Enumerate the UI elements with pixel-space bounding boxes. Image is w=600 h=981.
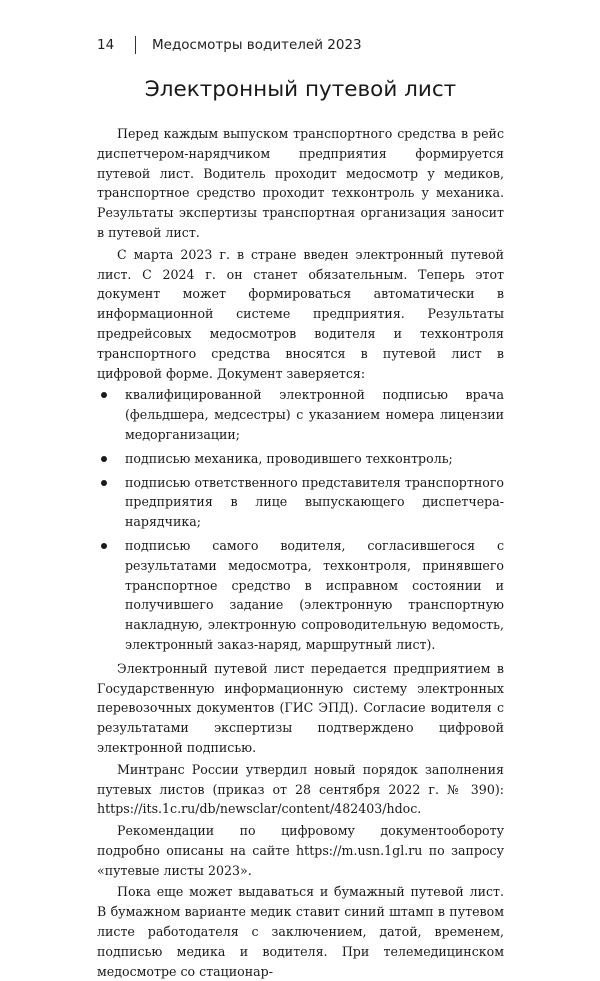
paragraph: Перед каждым выпуском транспортного средства в рейс диспетчером-нарядчиком предприятия формируется путевой лист. Водитель проходит медосмотр у медиков, транспортное средство проходит техконтроль у механика. Результаты экспертизы транспортная организация заносит в путевой лист. (97, 126, 504, 240)
running-head (97, 34, 504, 56)
list-item-text: подписью ответственного представителя транспортного предприятия в лице выпускающего диспетчера-нарядчика; (125, 474, 504, 530)
list-item (97, 473, 504, 532)
certification-list (97, 385, 504, 654)
list-item-text: подписью механика, проводившего техконтроль; (125, 450, 453, 466)
bullet-icon (101, 480, 107, 486)
bullet-icon (101, 543, 107, 549)
list-item (97, 385, 504, 444)
header-divider (135, 36, 136, 54)
body-text (97, 124, 504, 981)
paragraph: Пока еще может выдаваться и бумажный путевой лист. В бумажном варианте медик ставит синий штамп в путевом листе работодателя с заключением, датой, временем, подписью медика и водителя. При телемедицинском медосмотре со стационар- (97, 884, 504, 979)
section-title: Электронный путевой лист (144, 77, 457, 102)
paragraph: Минтранс России утвердил новый порядок заполнения путевых листов (приказ от 28 сентября 2022 г. № 390): https://its.1c.ru/db/newsclar/content/482403/hdoc. (97, 761, 504, 817)
list-item (97, 449, 504, 469)
list-item-text: подписью самого водителя, согласившегося с результатами медосмотра, техконтроля, принявшего транспортное средство в исправном состоянии и получившего задание (электронную транспортную накладную, электронную сопроводительную ведомость, электронный заказ-наряд, маршрутный лист). (125, 537, 504, 652)
bullet-icon (101, 392, 107, 398)
paragraph: Рекомендации по цифровому документообороту подробно описаны на сайте https://m.usn.1gl.ru по запросу «путевые листы 2023». (97, 823, 504, 878)
page-number: 14 (97, 37, 115, 53)
running-title: Медосмотры водителей 2023 (152, 37, 362, 53)
bullet-icon (101, 456, 107, 462)
list-item-text: квалифицированной электронной подписью врача (фельдшера, медсестры) с указанием номера лицензии медорганизации; (125, 387, 504, 442)
list-item (97, 536, 504, 655)
paragraph: Электронный путевой лист передается предприятием в Государственную информационную систему электронных перевозочных документов (ГИС ЭПД). Согласие водителя с результатами экспертизы подтверждено цифровой электронной подписью. (97, 660, 504, 755)
paragraph: С марта 2023 г. в стране введен электронный путевой лист. С 2024 г. он станет обязательным. Теперь этот документ может формироваться автоматически в информационной системе предприятия. Результаты предрейсовых медосмотров водителя и техконтроля транспортного средства вносятся в путевой лист в цифровой форме. Документ заверяется: (97, 246, 504, 381)
